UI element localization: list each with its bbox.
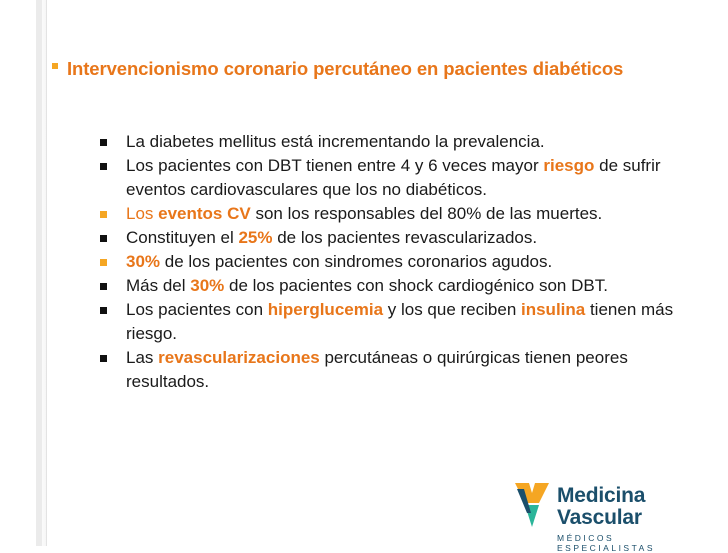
- bullet-text-segment: son los responsables del 80% de las muertes.: [250, 204, 603, 223]
- bullet-item: [100, 154, 700, 202]
- logo-subtitle: MÉDICOS ESPECIALISTAS: [557, 533, 656, 553]
- highlight-text: riesgo: [543, 156, 595, 175]
- highlight-text: 30%: [126, 252, 161, 271]
- bullet-marker-icon: [100, 139, 107, 146]
- bullet-marker-icon: [100, 259, 107, 266]
- bullet-text: [126, 226, 700, 250]
- bullet-item: [100, 226, 700, 250]
- logo-text: [557, 483, 715, 553]
- bullet-marker-icon: [100, 211, 107, 218]
- title-bullet-icon: [52, 63, 58, 69]
- bullet-marker-icon: [100, 307, 107, 314]
- bullet-text-segment: Constituyen el: [126, 228, 239, 247]
- bullet-text-segment: de los pacientes revascularizados.: [272, 228, 538, 247]
- bullet-item: [100, 346, 700, 394]
- bullet-item: [100, 202, 700, 226]
- bullet-text-segment: Las: [126, 348, 159, 367]
- bullet-text-segment: de los pacientes con shock cardiogénico son DBT.: [224, 276, 608, 295]
- slide-title: Intervencionismo coronario percutáneo en pacientes diabéticos: [67, 58, 624, 79]
- logo: [515, 483, 715, 553]
- bullet-marker-icon: [100, 235, 107, 242]
- bullet-text-segment: tienen más riesgo.: [126, 300, 674, 343]
- bullet-text: [126, 202, 700, 226]
- highlight-text: eventos CV: [158, 204, 251, 223]
- slide-header: [52, 56, 712, 82]
- bullet-text-segment: y los que reciben: [383, 300, 521, 319]
- highlight-text: hiperglucemia: [267, 300, 384, 319]
- bullet-text: [126, 298, 700, 346]
- bullet-list: [100, 130, 700, 394]
- highlight-text: insulina: [521, 300, 586, 319]
- bullet-text: [126, 346, 700, 394]
- highlight-text: 30%: [190, 276, 225, 295]
- bullet-text-segment: Más del: [126, 276, 191, 295]
- left-bar-decoration: [36, 0, 42, 546]
- bullet-text-segment: La diabetes mellitus está incrementando la prevalencia.: [126, 132, 545, 151]
- bullet-marker-icon: [100, 163, 107, 170]
- bullet-item: [100, 250, 700, 274]
- bullet-marker-icon: [100, 283, 107, 290]
- bullet-text-segment: de sufrir eventos cardiovasculares que los no diabéticos.: [126, 156, 661, 199]
- bullet-marker-icon: [100, 355, 107, 362]
- bullet-text-segment: percutáneas o quirúrgicas tienen peores resultados.: [126, 348, 628, 391]
- bullet-item: [100, 130, 700, 154]
- highlight-text: revascularizaciones: [158, 348, 320, 367]
- logo-name: Medicina Vascular: [557, 484, 646, 529]
- bullet-item: [100, 298, 700, 346]
- bullet-text: [126, 250, 700, 274]
- highlight-text: Los: [126, 204, 159, 223]
- bullet-text-segment: Los pacientes con: [126, 300, 268, 319]
- bullet-text-segment: de los pacientes con sindromes coronarios agudos.: [160, 252, 553, 271]
- highlight-text: 25%: [238, 228, 273, 247]
- bullet-text: [126, 130, 700, 154]
- bullet-text: [126, 154, 700, 202]
- bullet-text-segment: Los pacientes con DBT tienen entre 4 y 6 veces mayor: [126, 156, 544, 175]
- logo-mark-icon: [515, 483, 549, 527]
- bullet-item: [100, 274, 700, 298]
- bullet-text: [126, 274, 700, 298]
